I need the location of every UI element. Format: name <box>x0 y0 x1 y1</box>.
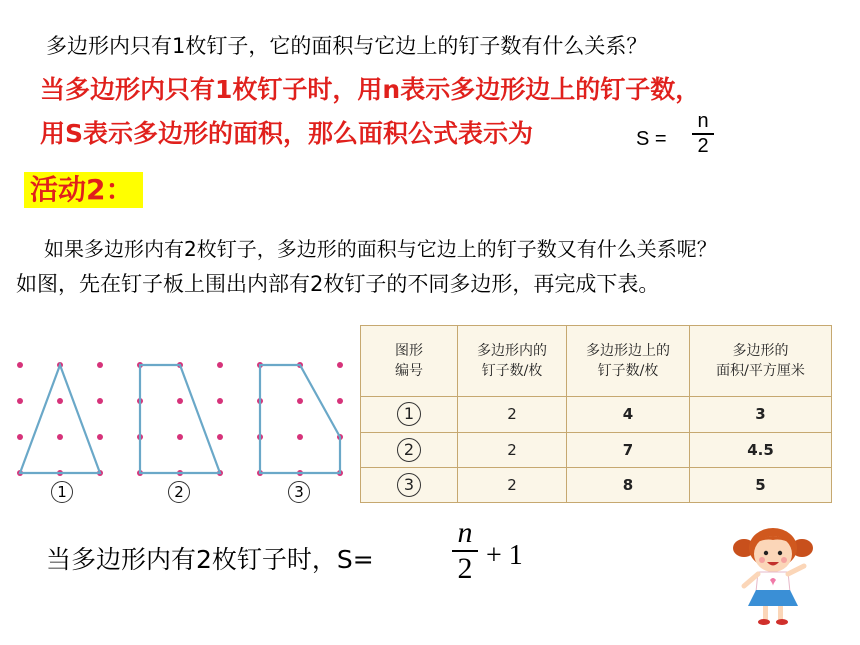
header-inner-pegs: 多边形内的 钉子数/枚 <box>458 326 567 397</box>
question-2: 如果多边形内有2枚钉子，多边形的面积与它边上的钉子数又有什么关系呢？ <box>44 237 717 261</box>
cell-area: 4.5 <box>690 432 832 467</box>
girl-illustration <box>730 522 816 630</box>
header-figure-id: 图形 编号 <box>361 326 458 397</box>
cell-edge: 7 <box>567 432 690 467</box>
polygon-3 <box>260 365 340 473</box>
cell-inner: 2 <box>458 397 567 432</box>
row-id: 1 <box>397 402 421 426</box>
cell-inner: 2 <box>458 467 567 502</box>
activity-label: 活动2： <box>24 172 143 208</box>
question-1: 多边形内只有1枚钉子，它的面积与它边上的钉子数有什么关系？ <box>46 34 648 58</box>
instruction: 如图，先在钉子板上围出内部有2枚钉子的不同多边形，再完成下表。 <box>16 272 660 296</box>
figure-label-1: 1 <box>51 481 73 503</box>
figure-label-2: 2 <box>168 481 190 503</box>
formula-1-fraction <box>692 110 714 158</box>
cell-inner: 2 <box>458 432 567 467</box>
data-table <box>360 325 832 503</box>
header-edge-pegs: 多边形边上的 钉子数/枚 <box>567 326 690 397</box>
cell-area: 3 <box>690 397 832 432</box>
table-row <box>361 432 832 467</box>
row-id: 2 <box>397 438 421 462</box>
formula-1-numerator: n <box>697 110 709 132</box>
cell-area: 5 <box>690 467 832 502</box>
cell-edge: 8 <box>567 467 690 502</box>
header-area: 多边形的 面积/平方厘米 <box>690 326 832 397</box>
answer-1-line-2: 用S表示多边形的面积，那么面积公式表示为 <box>40 119 534 148</box>
table-header-row <box>361 326 832 397</box>
conclusion-text: 当多边形内有2枚钉子时，S= <box>46 545 374 574</box>
answer-1-line-1: 当多边形内只有1枚钉子时，用n表示多边形边上的钉子数， <box>40 75 701 104</box>
formula-2-numerator: n <box>457 516 473 549</box>
polygon-2 <box>140 365 220 473</box>
row-id: 3 <box>397 473 421 497</box>
formula-2-tail: + 1 <box>486 540 523 571</box>
table-row <box>361 397 832 432</box>
polygon-1 <box>20 365 100 473</box>
figure-label-3: 3 <box>288 481 310 503</box>
cell-edge: 4 <box>567 397 690 432</box>
formula-2-denominator: 2 <box>457 551 473 585</box>
formula-1-denominator: 2 <box>697 134 709 157</box>
formula-2-fraction <box>452 516 478 586</box>
formula-1-lhs: S = <box>636 128 667 150</box>
table-row <box>361 467 832 502</box>
